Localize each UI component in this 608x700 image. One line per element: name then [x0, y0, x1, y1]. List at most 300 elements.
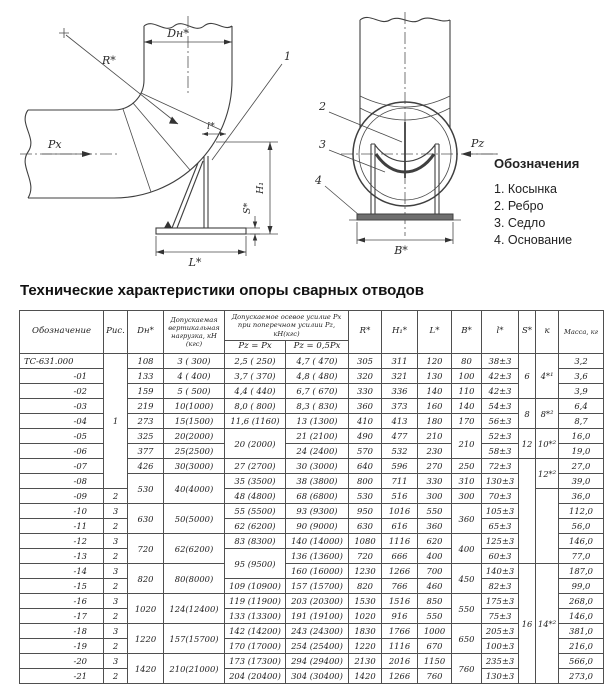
cell: 700: [418, 564, 452, 579]
cell: 1220: [349, 639, 382, 654]
cell: 82±3: [482, 579, 519, 594]
cell: 2: [104, 579, 128, 594]
legend-title: Обозначения: [494, 156, 580, 171]
cell: 54±3: [482, 399, 519, 414]
cell: -17: [20, 609, 104, 624]
cell: 550: [418, 504, 452, 519]
table-row: [20, 354, 604, 369]
cell: -05: [20, 429, 104, 444]
centerlines: [341, 12, 499, 236]
table-row: [20, 489, 604, 504]
cell: 119 (11900): [225, 594, 286, 609]
cell: 19,0: [559, 444, 604, 459]
cell: 62 (6200): [225, 519, 286, 534]
cell: 99,0: [559, 579, 604, 594]
cell: 146,0: [559, 534, 604, 549]
cell: 12*²: [536, 459, 559, 489]
cell: 39,0: [559, 474, 604, 489]
col-header: l*: [482, 311, 519, 354]
cell: 8,3 ( 830): [286, 399, 349, 414]
col-header: S*: [519, 311, 536, 354]
col-header: Масса, кг: [559, 311, 604, 354]
cell: 1020: [349, 609, 382, 624]
cell: 550: [452, 594, 482, 624]
cell: 1420: [128, 654, 164, 684]
cell: 1000: [418, 624, 452, 639]
cell: 450: [452, 564, 482, 594]
cell: 273,0: [559, 669, 604, 684]
legend-item-osnovanie: 4. Основание: [494, 233, 573, 247]
col-header: B*: [452, 311, 482, 354]
cell: 850: [418, 594, 452, 609]
cell: 5 ( 500): [164, 384, 225, 399]
legend: [494, 156, 606, 249]
cell: [519, 459, 536, 564]
force-px: [42, 138, 92, 157]
spec-table: [19, 310, 604, 684]
legend-item-rebro: 2. Ребро: [494, 199, 544, 213]
cell: 2: [104, 519, 128, 534]
cell: 1020: [128, 594, 164, 624]
cell: 30(3000): [164, 459, 225, 474]
col-header: Рис.: [104, 311, 128, 354]
cell: 3,2: [559, 354, 604, 369]
cell: 550: [418, 609, 452, 624]
cell: 3,7 ( 370): [225, 369, 286, 384]
table-wrap: [19, 310, 604, 684]
cell: 205±3: [482, 624, 519, 639]
section-title: Технические характеристики опоры сварных отводов: [20, 282, 424, 299]
cell: -19: [20, 639, 104, 654]
cell: 230: [418, 444, 452, 459]
cell: 146,0: [559, 609, 604, 624]
cell: 720: [128, 534, 164, 564]
cell: 60±3: [482, 549, 519, 564]
cell: 11,6 (1160): [225, 414, 286, 429]
cell: 133: [128, 369, 164, 384]
cell: 2016: [382, 654, 418, 669]
table-row: [20, 564, 604, 579]
cell: 70±3: [482, 489, 519, 504]
col-header: Dн*: [128, 311, 164, 354]
cell: 130: [418, 369, 452, 384]
cell: 360: [418, 519, 452, 534]
cell: 35 (3500): [225, 474, 286, 489]
cell: 210: [418, 429, 452, 444]
figure-elbow-side-view: [6, 2, 306, 270]
dim-dn-label: Dн*: [167, 27, 189, 40]
cell: 320: [349, 369, 382, 384]
cell: 950: [349, 504, 382, 519]
cell: 8,0 ( 800): [225, 399, 286, 414]
cell: 310: [452, 474, 482, 489]
cell: 325: [128, 429, 164, 444]
cell: 1220: [128, 624, 164, 654]
cell: 330: [418, 474, 452, 489]
col-header: к: [536, 311, 559, 354]
cell: 21 (2100): [286, 429, 349, 444]
cell: 40(4000): [164, 474, 225, 504]
cell: 360: [349, 399, 382, 414]
callout-4-label: 4: [315, 174, 322, 187]
table-row: [20, 549, 604, 564]
cell: 210(21000): [164, 654, 225, 684]
col-header: Допускаемая вертикальная нагрузка, кН (кгс): [164, 311, 225, 354]
col-header: R*: [349, 311, 382, 354]
dim-r-label: R*: [102, 54, 116, 67]
table-row: [20, 609, 604, 624]
cell: 532: [382, 444, 418, 459]
cell: 203 (20300): [286, 594, 349, 609]
cell: 56,0: [559, 519, 604, 534]
cell: 4 ( 400): [164, 369, 225, 384]
cell: 8,7: [559, 414, 604, 429]
cell: 38 (3800): [286, 474, 349, 489]
support-outline: [156, 156, 246, 234]
cell: 14*²: [536, 564, 559, 684]
cell: 1530: [349, 594, 382, 609]
cell: 120: [418, 354, 452, 369]
cell: 13 (1300): [286, 414, 349, 429]
header-row: [20, 311, 604, 341]
cell: 65±3: [482, 519, 519, 534]
cell: 254 (25400): [286, 639, 349, 654]
table-row: [20, 594, 604, 609]
cell: -16: [20, 594, 104, 609]
cell: 191 (19100): [286, 609, 349, 624]
cell: 490: [349, 429, 382, 444]
cell: 24 (2400): [286, 444, 349, 459]
cell: 6,7 ( 670): [286, 384, 349, 399]
drawings-area: [0, 0, 608, 270]
cell: 140: [418, 384, 452, 399]
cell: 3,9: [559, 384, 604, 399]
cell: 268,0: [559, 594, 604, 609]
dim-l1-label: l*: [207, 121, 215, 132]
cell: 173 (17300): [225, 654, 286, 669]
cell: 16,0: [559, 429, 604, 444]
cell: 1116: [382, 534, 418, 549]
cell: 3: [104, 534, 128, 549]
dimension-s: [242, 202, 260, 246]
cell: 20(2000): [164, 429, 225, 444]
cell: 235±3: [482, 654, 519, 669]
cell: 38±3: [482, 354, 519, 369]
cell: 36,0: [559, 489, 604, 504]
dimension-h1: [216, 142, 278, 234]
cell: 6: [519, 354, 536, 399]
cell: 112,0: [559, 504, 604, 519]
cell: 3: [104, 654, 128, 669]
cell: 270: [418, 459, 452, 474]
cell: 175±3: [482, 594, 519, 609]
cell: 2: [104, 489, 128, 504]
cell: 321: [382, 369, 418, 384]
cell: 530: [349, 489, 382, 504]
cell: 55 (5500): [225, 504, 286, 519]
cell: 15(1500): [164, 414, 225, 429]
cell: -12: [20, 534, 104, 549]
cell: 330: [349, 384, 382, 399]
cell: 250: [452, 459, 482, 474]
cell: 670: [418, 639, 452, 654]
cell: 640: [349, 459, 382, 474]
cell: 90 (9000): [286, 519, 349, 534]
cell: 8: [519, 399, 536, 429]
cell: 56±3: [482, 414, 519, 429]
cell: -03: [20, 399, 104, 414]
cell: 426: [128, 459, 164, 474]
col-header: Pz = 0,5Px: [286, 341, 349, 354]
cell: 300: [452, 489, 482, 504]
cell: 460: [418, 579, 452, 594]
cell: 108: [128, 354, 164, 369]
cell: 105±3: [482, 504, 519, 519]
dimension-l: [156, 236, 246, 269]
cell: 2: [104, 609, 128, 624]
cell: 58±3: [482, 444, 519, 459]
col-header: L*: [418, 311, 452, 354]
cell: 6,4: [559, 399, 604, 414]
cell: 100: [452, 369, 482, 384]
table-row: [20, 519, 604, 534]
cell: 373: [382, 399, 418, 414]
col-header: H₁*: [382, 311, 418, 354]
cell: 304 (30400): [286, 669, 349, 684]
cell: 130±3: [482, 474, 519, 489]
col-header: Допускаемое осевое усилие Px при поперечном усилии Pz, кН(кгс): [225, 311, 349, 341]
cell: 10*²: [536, 429, 559, 459]
cell: 72±3: [482, 459, 519, 474]
cell: 1266: [382, 564, 418, 579]
cell: 566,0: [559, 654, 604, 669]
cell: 75±3: [482, 609, 519, 624]
cell: 1080: [349, 534, 382, 549]
cell: 294 (29400): [286, 654, 349, 669]
table-row: [20, 504, 604, 519]
cell: 133 (13300): [225, 609, 286, 624]
cell: -18: [20, 624, 104, 639]
legend-item-sedlo: 3. Седло: [494, 216, 546, 230]
col-header: Pz = Px: [225, 341, 286, 354]
table-row: [20, 639, 604, 654]
cell: 136 (13600): [286, 549, 349, 564]
cell: 140 (14000): [286, 534, 349, 549]
cell: 400: [452, 534, 482, 564]
cell: 720: [349, 549, 382, 564]
cell: 620: [418, 534, 452, 549]
cell: -07: [20, 459, 104, 474]
force-pz: [461, 137, 497, 157]
cell: 273: [128, 414, 164, 429]
cell: 1516: [382, 594, 418, 609]
cell: 80: [452, 354, 482, 369]
legend-item-kosynka: 1. Косынка: [494, 182, 557, 196]
dim-b-label: B*: [394, 244, 408, 257]
pipe-outline: [25, 23, 232, 198]
cell: 4,4 ( 440): [225, 384, 286, 399]
cell: 1150: [418, 654, 452, 669]
cell: -21: [20, 669, 104, 684]
dim-s-label: S*: [242, 202, 253, 214]
cell: 3: [104, 564, 128, 579]
cell: 630: [349, 519, 382, 534]
cell: 170 (17000): [225, 639, 286, 654]
cell: 20 (2000): [225, 429, 286, 459]
cell: 4,7 ( 470): [286, 354, 349, 369]
col-header: Обозначение: [20, 311, 104, 354]
cell: -11: [20, 519, 104, 534]
cell: 160: [418, 399, 452, 414]
cell: 2: [104, 639, 128, 654]
cell: 596: [382, 459, 418, 474]
cell: 1016: [382, 504, 418, 519]
table-row: [20, 654, 604, 669]
cell: 570: [349, 444, 382, 459]
dim-h1-label: H₁: [255, 181, 266, 194]
cell: 311: [382, 354, 418, 369]
cell: 377: [128, 444, 164, 459]
cell: 157(15700): [164, 624, 225, 654]
cell: 30 (3000): [286, 459, 349, 474]
cell: -08: [20, 474, 104, 489]
cell: 360: [452, 504, 482, 534]
centerlines: [20, 16, 188, 154]
cell: 336: [382, 384, 418, 399]
cell: 62(6200): [164, 534, 225, 564]
figure-saddle-front-view: [305, 4, 505, 266]
cell: -14: [20, 564, 104, 579]
dimension-dn: [144, 27, 232, 45]
cell: 477: [382, 429, 418, 444]
cell: 140±3: [482, 564, 519, 579]
cell: 300: [418, 489, 452, 504]
cell: 381,0: [559, 624, 604, 639]
cell: 916: [382, 609, 418, 624]
cell: 160 (16000): [286, 564, 349, 579]
cell: 52±3: [482, 429, 519, 444]
cell: 2: [104, 549, 128, 564]
cell: 130±3: [482, 669, 519, 684]
cell: 68 (6800): [286, 489, 349, 504]
cell: 95 (9500): [225, 549, 286, 579]
cell: -13: [20, 549, 104, 564]
cell: 109 (10900): [225, 579, 286, 594]
weld-mark: [164, 221, 172, 228]
table-row: [20, 579, 604, 594]
cell: 93 (9300): [286, 504, 349, 519]
cell: 820: [128, 564, 164, 594]
cell: 766: [382, 579, 418, 594]
cell: 140: [452, 399, 482, 414]
cell: 666: [382, 549, 418, 564]
cell: 410: [349, 414, 382, 429]
cell: 820: [349, 579, 382, 594]
cell: 80(8000): [164, 564, 225, 594]
cell: 187,0: [559, 564, 604, 579]
cell: 159: [128, 384, 164, 399]
cell: 4,8 ( 480): [286, 369, 349, 384]
cell: 42±3: [482, 384, 519, 399]
cell: 219: [128, 399, 164, 414]
cell: 650: [452, 624, 482, 654]
cell: 42±3: [482, 369, 519, 384]
force-pz-label: Pz: [471, 137, 485, 150]
cell: 3: [104, 624, 128, 639]
cell: 760: [452, 654, 482, 684]
cell: -15: [20, 579, 104, 594]
cell: 2: [104, 669, 128, 684]
cell: 3: [104, 504, 128, 519]
cell: 157 (15700): [286, 579, 349, 594]
cell: 142 (14200): [225, 624, 286, 639]
cell: 110: [452, 384, 482, 399]
cell: 3 ( 300): [164, 354, 225, 369]
cell: 50(5000): [164, 504, 225, 534]
cell: 27,0: [559, 459, 604, 474]
cell: 243 (24300): [286, 624, 349, 639]
table-row: [20, 669, 604, 684]
cell: 4*¹: [536, 354, 559, 399]
cell: 800: [349, 474, 382, 489]
cell: 2130: [349, 654, 382, 669]
cell: 1830: [349, 624, 382, 639]
force-px-label: Px: [48, 138, 62, 151]
cell: 1116: [382, 639, 418, 654]
cell: 400: [418, 549, 452, 564]
cell: 8*²: [536, 399, 559, 429]
cell: -02: [20, 384, 104, 399]
cell: 760: [418, 669, 452, 684]
cell: 3,6: [559, 369, 604, 384]
cell: 1230: [349, 564, 382, 579]
cell: 83 (8300): [225, 534, 286, 549]
cell: 25(2500): [164, 444, 225, 459]
cell: 16: [519, 564, 536, 684]
cell: 48 (4800): [225, 489, 286, 504]
table-row: [20, 534, 604, 549]
cell: -06: [20, 444, 104, 459]
cell: [536, 489, 559, 564]
cell: 305: [349, 354, 382, 369]
cell: 10(1000): [164, 399, 225, 414]
cell: -01: [20, 369, 104, 384]
callout-1-label: 1: [284, 50, 291, 63]
cell: 1266: [382, 669, 418, 684]
cell: 1420: [349, 669, 382, 684]
cell: 170: [452, 414, 482, 429]
callout-1: [212, 50, 291, 160]
cell: 216,0: [559, 639, 604, 654]
cell: 2,5 ( 250): [225, 354, 286, 369]
cell: 1766: [382, 624, 418, 639]
callout-2-label: 2: [319, 100, 326, 113]
cell: 516: [382, 489, 418, 504]
cell: 711: [382, 474, 418, 489]
cell: 12: [519, 429, 536, 459]
table-row: [20, 624, 604, 639]
cell: 124(12400): [164, 594, 225, 624]
cell: 413: [382, 414, 418, 429]
cell: 3: [104, 594, 128, 609]
cell: -10: [20, 504, 104, 519]
callout-3-label: 3: [319, 138, 326, 151]
cell: 77,0: [559, 549, 604, 564]
cell: -20: [20, 654, 104, 669]
cell: -09: [20, 489, 104, 504]
cell: -04: [20, 414, 104, 429]
cell: 630: [128, 504, 164, 534]
